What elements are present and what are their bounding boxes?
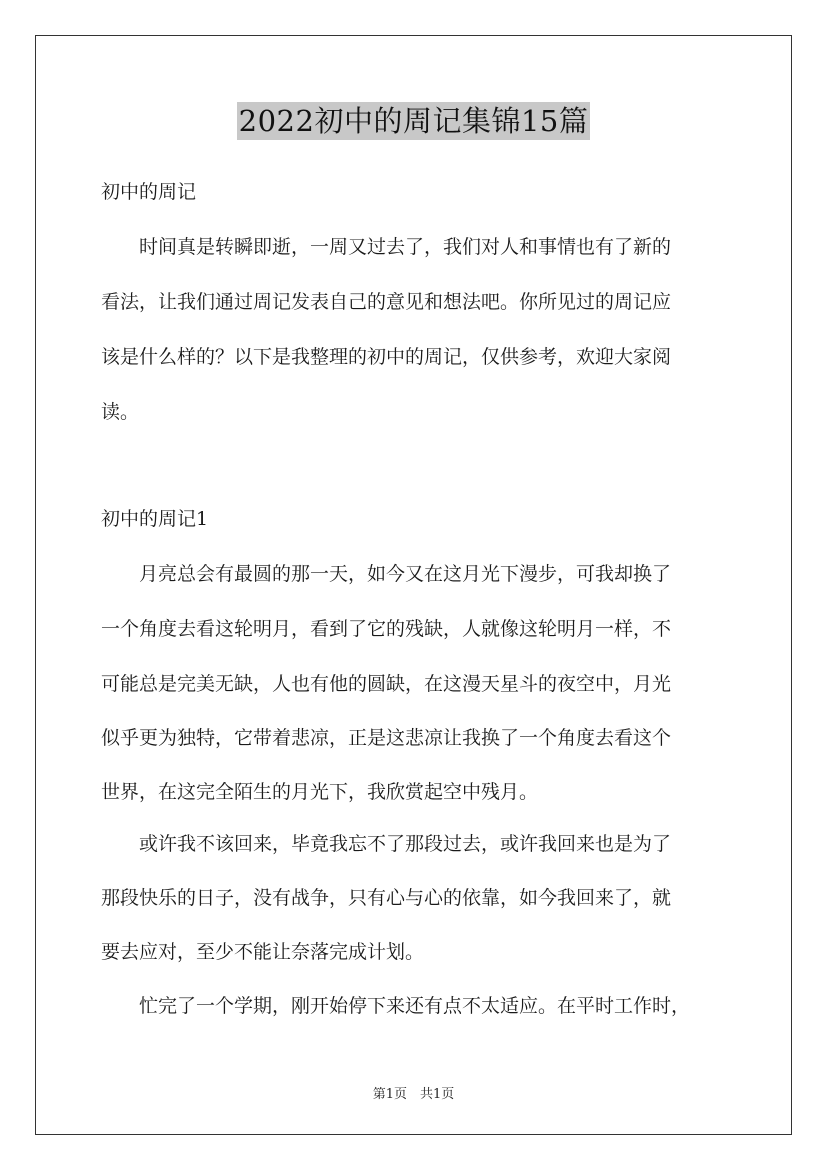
paragraph-line: 该是什么样的？以下是我整理的初中的周记，仅供参考，欢迎大家阅 <box>101 346 672 368</box>
paragraph-line: 时间真是转瞬即逝，一周又过去了，我们对人和事情也有了新的 <box>101 236 672 258</box>
paragraph-line: 看法，让我们通过周记发表自己的意见和想法吧。你所见过的周记应 <box>101 291 672 313</box>
page-footer: 第1页 共1页 <box>372 1087 455 1102</box>
paragraph-line: 可能总是完美无缺，人也有他的圆缺，在这漫天星斗的夜空中，月光 <box>101 673 672 695</box>
section-heading: 初中的周记 <box>101 181 197 203</box>
paragraph-line: 一个角度去看这轮明月，看到了它的残缺，人就像这轮明月一样，不 <box>101 618 672 640</box>
paragraph-line: 忙完了一个学期，刚开始停下来还有点不太适应。在平时工作时， <box>101 995 691 1017</box>
paragraph-line: 世界，在这完全陌生的月光下，我欣赏起空中残月。 <box>101 781 539 803</box>
paragraph-line: 似乎更为独特，它带着悲凉，正是这悲凉让我换了一个角度去看这个 <box>101 727 672 749</box>
title-container <box>0 102 827 140</box>
paragraph-line: 读。 <box>101 401 140 423</box>
section-heading: 初中的周记1 <box>101 508 209 530</box>
paragraph-line: 那段快乐的日子，没有战争，只有心与心的依靠，如今我回来了，就 <box>101 887 672 909</box>
paragraph-line: 月亮总会有最圆的那一天，如今又在这月光下漫步，可我却换了 <box>101 563 672 585</box>
paragraph-line: 要去应对，至少不能让奈落完成计划。 <box>101 941 425 963</box>
paragraph-line: 或许我不该回来，毕竟我忘不了那段过去，或许我回来也是为了 <box>101 833 672 855</box>
document-title: 2022初中的周记集锦15篇 <box>238 104 589 138</box>
